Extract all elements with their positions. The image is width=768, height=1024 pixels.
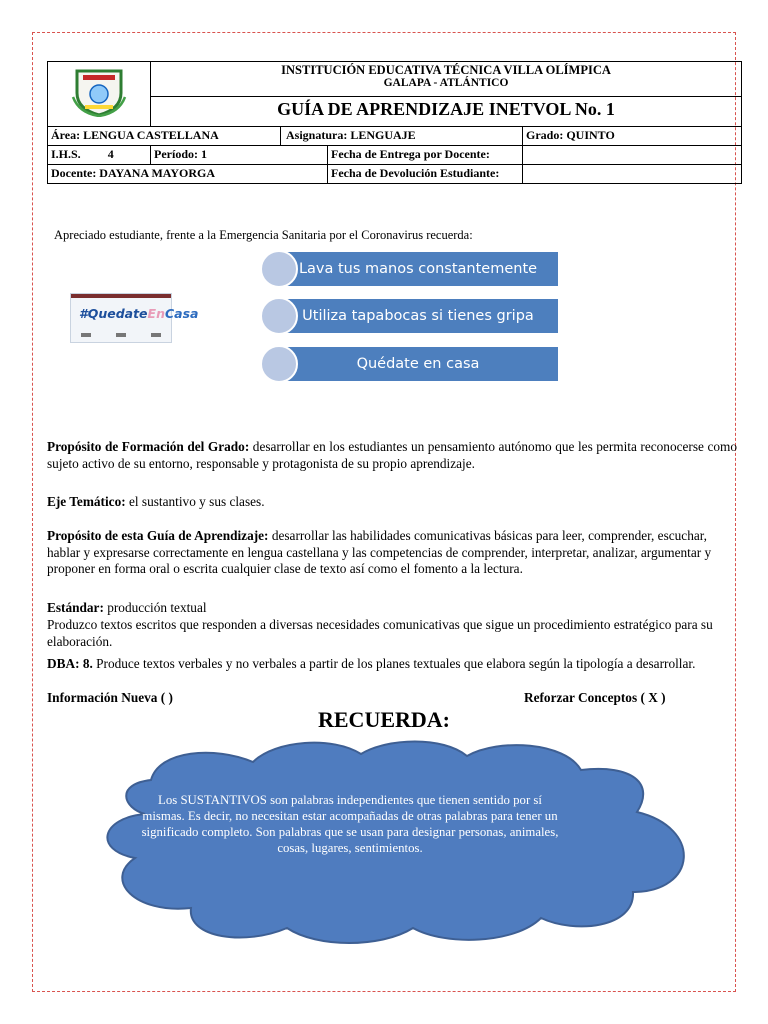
estandar-description: Produzco textos escritos que responden a diversas necesidades comunicativas que sigue un procedimiento estratégico para su elaboración.	[47, 617, 713, 649]
ihs-cell	[48, 146, 151, 165]
reminder-bar: Quédate en casa	[278, 347, 558, 381]
proposito-guia	[47, 528, 737, 578]
hashtag-part1: #Quedate	[79, 306, 148, 321]
institution-header	[151, 62, 742, 97]
sponsor-logos	[81, 333, 161, 338]
fecha-entrega-cell: Fecha de Entrega por Docente:	[328, 146, 523, 165]
proposito-formacion-label: Propósito de Formación del Grado:	[47, 439, 250, 454]
reminder-bar: Lava tus manos constantemente	[278, 252, 558, 286]
image-top-stripe	[71, 294, 171, 298]
eje-tematico-label: Eje Temático:	[47, 494, 126, 509]
proposito-formacion	[47, 439, 737, 472]
periodo-cell: Período: 1	[151, 146, 328, 165]
reminder-item	[260, 297, 560, 335]
proposito-guia-label: Propósito de esta Guía de Aprendizaje:	[47, 528, 269, 543]
hashtag-text	[79, 306, 198, 321]
reminder-item	[260, 345, 560, 383]
hashtag-part3: Casa	[165, 306, 199, 321]
school-shield-icon	[71, 67, 127, 117]
area-cell: Área: LENGUA CASTELLANA	[48, 127, 281, 146]
bullet-circle-icon	[260, 297, 298, 335]
dba-label: DBA: 8.	[47, 656, 93, 671]
estandar-label: Estándar:	[47, 600, 104, 615]
eje-tematico	[47, 494, 737, 511]
recuerda-title: RECUERDA:	[318, 707, 450, 732]
reminder-item	[260, 250, 560, 288]
proposito-formacion-text: desarrollar en los estudiantes un pensamiento autónomo que les permita reconocerse como sujeto activo de su entorno, responsable y protagonista de su propio aprendizaje.	[47, 439, 737, 471]
bullet-circle-icon	[260, 250, 298, 288]
reminder-bar: Utiliza tapabocas si tienes gripa	[278, 299, 558, 333]
bullet-circle-icon	[260, 345, 298, 383]
reforzar-conceptos: Reforzar Conceptos ( X )	[524, 690, 666, 705]
estandar-value: producción textual	[103, 600, 207, 615]
school-logo-cell	[48, 62, 151, 127]
dba	[47, 656, 737, 673]
intro-text: Apreciado estudiante, frente a la Emergencia Sanitaria por el Coronavirus recuerda:	[54, 228, 473, 242]
eje-tematico-text: el sustantivo y sus clases.	[125, 494, 265, 509]
ihs-label: I.H.S.	[51, 147, 81, 161]
fecha-devolucion-value	[523, 165, 742, 184]
quedate-en-casa-image	[70, 293, 199, 343]
ihs-value: 4	[107, 147, 114, 161]
fecha-devolucion-cell: Fecha de Devolución Estudiante:	[328, 165, 523, 184]
asignatura-cell: Asignatura: LENGUAJE	[281, 127, 523, 146]
guide-title: GUÍA DE APRENDIZAJE INETVOL No. 1	[151, 96, 742, 126]
docente-cell: Docente: DAYANA MAYORGA	[48, 165, 328, 184]
grado-cell: Grado: QUINTO	[523, 127, 742, 146]
fecha-entrega-value	[523, 146, 742, 165]
estandar	[47, 600, 737, 617]
header-table	[47, 61, 742, 184]
proposito-guia-text: desarrollar las habilidades comunicativas básicas para leer, comprender, escuchar, hablar y expresarse correctamente en lengua castellana y las competencias de comprender, interpretar, analizar, argumentar y proponer en forma oral o escrita cualquier clase de texto así como el fomento a la lectura.	[47, 528, 712, 576]
info-nueva: Información Nueva ( )	[47, 690, 173, 705]
institution-name: INSTITUCIÓN EDUCATIVA TÉCNICA VILLA OLÍMPICA	[281, 63, 611, 77]
cloud-text: Los SUSTANTIVOS son palabras independientes que tienen sentido por sí mismas. Es decir, no necesitan estar acompañadas de otras palabras para tener un significado completo. Son palabras que se usan para designar personas, animales, cosas, lugares, sentimientos.	[141, 793, 559, 855]
hashtag-part2: En	[147, 306, 165, 321]
institution-location: GALAPA - ATLÁNTICO	[383, 77, 509, 89]
dba-text: Produce textos verbales y no verbales a partir de los planes textuales que elabora según la tipología a desarrollar.	[92, 656, 696, 671]
